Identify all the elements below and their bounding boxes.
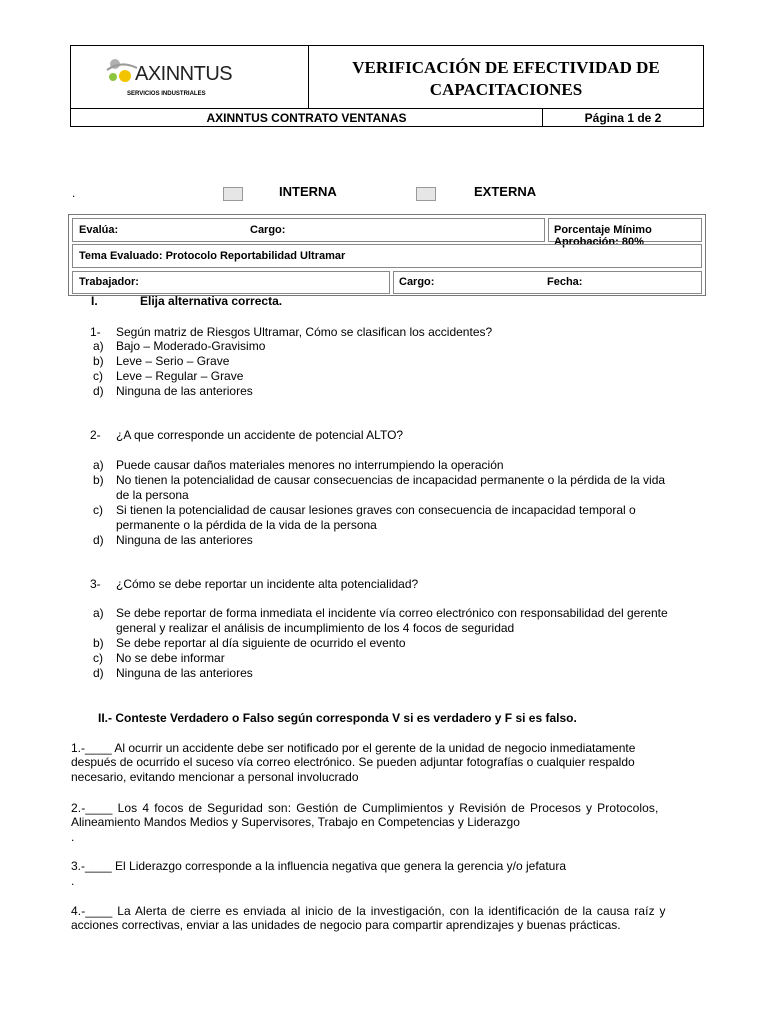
q2-option-text-cont: permanente o la pérdida de la vida de la persona [116,518,377,532]
tema-cell [72,244,702,268]
q3-option-letter[interactable]: d) [93,666,104,680]
q2-option-letter[interactable]: c) [93,503,103,517]
tf-item-2-dot: . [71,830,75,844]
tf-item-1-line-2: después de ocurrido el suceso vía correo electrónico. Se pueden adjuntar fotografías o cualquier respaldo [71,755,635,769]
question-3-number: 3- [90,577,101,591]
q2-option-text: Puede causar daños materiales menores no interrumpiendo la operación [116,458,504,472]
porcentaje-cell [548,218,702,248]
leading-dot: . [72,186,76,200]
section-1-number: I. [91,294,98,308]
tf-item-4-line-1[interactable]: 4.-____ La Alerta de cierre es enviada al inicio de la investigación, con la identificación de la causa raíz y [71,904,666,918]
logo-area [71,46,309,108]
externa-label: EXTERNA [474,184,537,199]
q2-option-text: Si tienen la potencialidad de causar lesiones graves con consecuencia de incapacidad temporal o [116,503,636,517]
header-subrow [71,108,703,127]
q2-option-text-cont: de la persona [116,488,189,502]
q3-option-letter[interactable]: b) [93,636,104,650]
tf-item-4-line-2: acciones correctivas, enviar a las unidades de negocio para compartir aprendizajes y buenas prácticas. [71,918,621,932]
q3-option-letter[interactable]: c) [93,651,103,665]
evalua-cell[interactable] [72,218,545,242]
tf-item-1-line-3: necesario, evitando mencionar a personal involucrado [71,770,359,784]
page-number: Página 1 de 2 [584,111,662,125]
section-1-title: Elija alternativa correcta. [140,294,283,308]
q1-option-text: Leve – Serio – Grave [116,354,230,368]
section-2-title: II.- Conteste Verdadero o Falso según corresponda V si es verdadero y F si es falso. [98,711,577,725]
evalua-label: Evalúa: [79,224,119,236]
q1-option-letter[interactable]: b) [93,354,104,368]
q1-option-letter[interactable]: c) [93,369,103,383]
q3-option-text: No se debe informar [116,651,225,665]
q3-option-letter[interactable]: a) [93,606,104,620]
q2-option-letter[interactable]: b) [93,473,104,487]
interna-label: INTERNA [279,184,337,199]
q1-option-text: Leve – Regular – Grave [116,369,244,383]
logo-subtitle: SERVICIOS INDUSTRIALES [127,91,206,97]
tf-item-1-line-1[interactable]: 1.-____ Al ocurrir un accidente debe ser notificado por el gerente de la unidad de negocio inmediatamente [71,741,636,755]
question-3-text: ¿Cómo se debe reportar un incidente alta potencialidad? [116,577,419,591]
q1-option-text: Bajo – Moderado-Gravisimo [116,339,266,353]
q2-option-text: Ninguna de las anteriores [116,533,253,547]
q3-option-text: Ninguna de las anteriores [116,666,253,680]
evaluation-info-table [68,214,706,296]
axinntus-logo-icon [105,56,139,86]
question-2-number: 2- [90,428,101,442]
q1-option-letter[interactable]: a) [93,339,104,353]
tema-label: Tema Evaluado: Protocolo Reportabilidad Ultramar [79,250,346,262]
q2-option-letter[interactable]: d) [93,533,104,547]
question-1-number: 1- [90,325,101,339]
document-title [309,46,703,108]
trabajador-cell[interactable] [72,271,390,294]
q3-option-text: Se debe reportar al día siguiente de ocurrido el evento [116,636,406,650]
q1-option-letter[interactable]: d) [93,384,104,398]
q2-option-letter[interactable]: a) [93,458,104,472]
cargo-label-2: Cargo: [399,276,435,288]
tf-item-3-dot: . [71,874,75,888]
externa-checkbox[interactable] [416,187,436,201]
logo-text: AXINNTUS [135,63,233,85]
question-1-text: Según matriz de Riesgos Ultramar, Cómo se clasifican los accidentes? [116,325,493,339]
q1-option-text: Ninguna de las anteriores [116,384,253,398]
q3-option-text: Se debe reportar de forma inmediata el incidente vía correo electrónico con responsabilidad del gerente [116,606,668,620]
interna-checkbox[interactable] [223,187,243,201]
porcentaje-label: Porcentaje Mínimo Aprobación: 80% [554,224,652,248]
tf-item-3-line-1[interactable]: 3.-____ El Liderazgo corresponde a la influencia negativa que genera la gerencia y/o jefatura [71,859,566,873]
fecha-label: Fecha: [547,276,583,288]
contract-name: AXINNTUS CONTRATO VENTANAS [71,109,543,127]
q2-option-text: No tienen la potencialidad de causar consecuencias de incapacidad permanente o la pérdida de la vida [116,473,666,487]
trabajador-label: Trabajador: [79,276,139,288]
title-line-2: CAPACITACIONES [429,80,583,99]
document-header [70,45,704,127]
tf-item-2-line-1[interactable]: 2.-____ Los 4 focos de Seguridad son: Gestión de Cumplimientos y Revisión de Procesos y Protocolos, [71,801,659,815]
title-line-1: VERIFICACIÓN DE EFECTIVIDAD DE [352,58,660,77]
cargo-fecha-cell[interactable] [393,271,702,294]
cargo-label: Cargo: [250,224,286,236]
tf-item-2-line-2: Alineamiento Mandos Medios y Supervisores, Trabajo en Competencias y Liderazgo [71,815,520,829]
question-2-text: ¿A que corresponde un accidente de potencial ALTO? [116,428,404,442]
q3-option-text-cont: general y realizar el análisis de incumplimiento de los 4 focos de seguridad [116,621,515,635]
